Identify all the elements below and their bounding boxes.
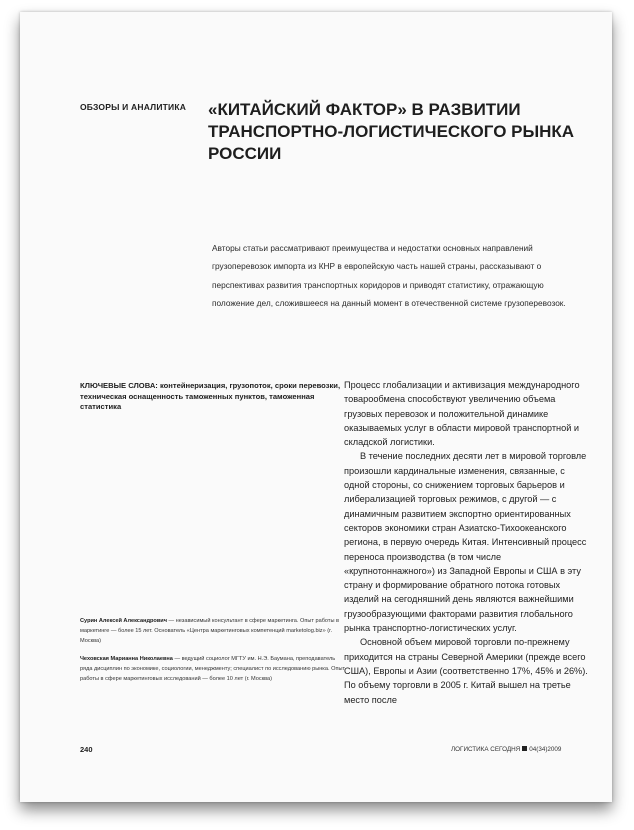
author-bio: — независимый консультант в сфере маркетинга. Опыт работы в маркетинге — более 15 лет. Основатель «Центра маркетинговых компетенций marketolog.biz» (г. Москва) xyxy=(80,618,340,644)
article-abstract: Авторы статьи рассматривают преимущества и недостатки основных направлений грузоперевозок импорта из КНР в европейскую часть нашей страны, рассказывают о перспективах развития транспортных коридоров и приводят статистику, отражающую положение дел, сложившееся на данный момент в отечественной системе грузоперевозок. xyxy=(212,243,566,308)
journal-page xyxy=(20,12,612,802)
keywords: КЛЮЧЕВЫЕ СЛОВА: контейнеризация, грузопоток, сроки перевозки, техническая оснащенность таможенных пунктов, таможенная статистика xyxy=(80,381,341,412)
article-body xyxy=(344,378,592,707)
body-paragraph: Процесс глобализации и активизация международного товарообмена способствуют увеличению объема грузовых перевозок и положительной динамике оказываемых услуг в области мировой транспортной и складской логистики. xyxy=(344,380,580,448)
author-note xyxy=(80,617,346,646)
body-paragraph: Основной объем мировой торговли по-прежнему приходится на страны Северной Америки (прежде всего США), Европы и Азии (соответственно 17%, 45% и 26%). По объему торговли в 2005 г. Китай вышел на третье место после xyxy=(344,637,588,705)
author-name: Чеховская Марианна Николаевна xyxy=(80,656,173,663)
author-name: Сурин Алексей Александрович xyxy=(80,618,167,624)
article-title: «КИТАЙСКИЙ ФАКТОР» В РАЗВИТИИ ТРАНСПОРТНО-ЛОГИСТИЧЕСКОГО РЫНКА РОССИИ xyxy=(208,100,575,163)
body-paragraph: В течение последних десяти лет в мировой торговле произошли кардинальные изменения, связанные, с одной стороны, со снижением торговых барьеров и либерализацией торговых режимов, с другой — с динамичным развитием экспортно ориентированных секторов экономики стран Азиатско-Тихоокеанского региона, в первую очередь Китая. Интенсивный процесс переноса производства (в том числе «крупнотоннажного») из Западной Европы и США в эту страну и формирование обратного потока готовых изделий на сегодняшний день являются важнейшими грузообразующими факторами развития глобального рынка транспортно-логистических услуг. xyxy=(344,451,587,634)
running-footer xyxy=(451,746,561,753)
issue-number: 04(34)2009 xyxy=(529,746,562,753)
page-number: 240 xyxy=(80,745,93,754)
journal-name: ЛОГИСТИКА СЕГОДНЯ xyxy=(451,746,521,753)
section-heading: ОБЗОРЫ И АНАЛИТИКА xyxy=(80,102,187,112)
author-notes xyxy=(80,617,346,685)
author-note xyxy=(80,655,346,684)
square-bullet-icon xyxy=(522,746,527,751)
author-bio: — ведущий социолог МГТУ им. Н.Э. Баумана, преподаватель ряда дисциплин по экономике, социологии, менеджменту; специалист по исследованию рынка. Опыт работы в сфере маркетинговых исследований — более 10 лет (г. Москва) xyxy=(80,656,346,682)
